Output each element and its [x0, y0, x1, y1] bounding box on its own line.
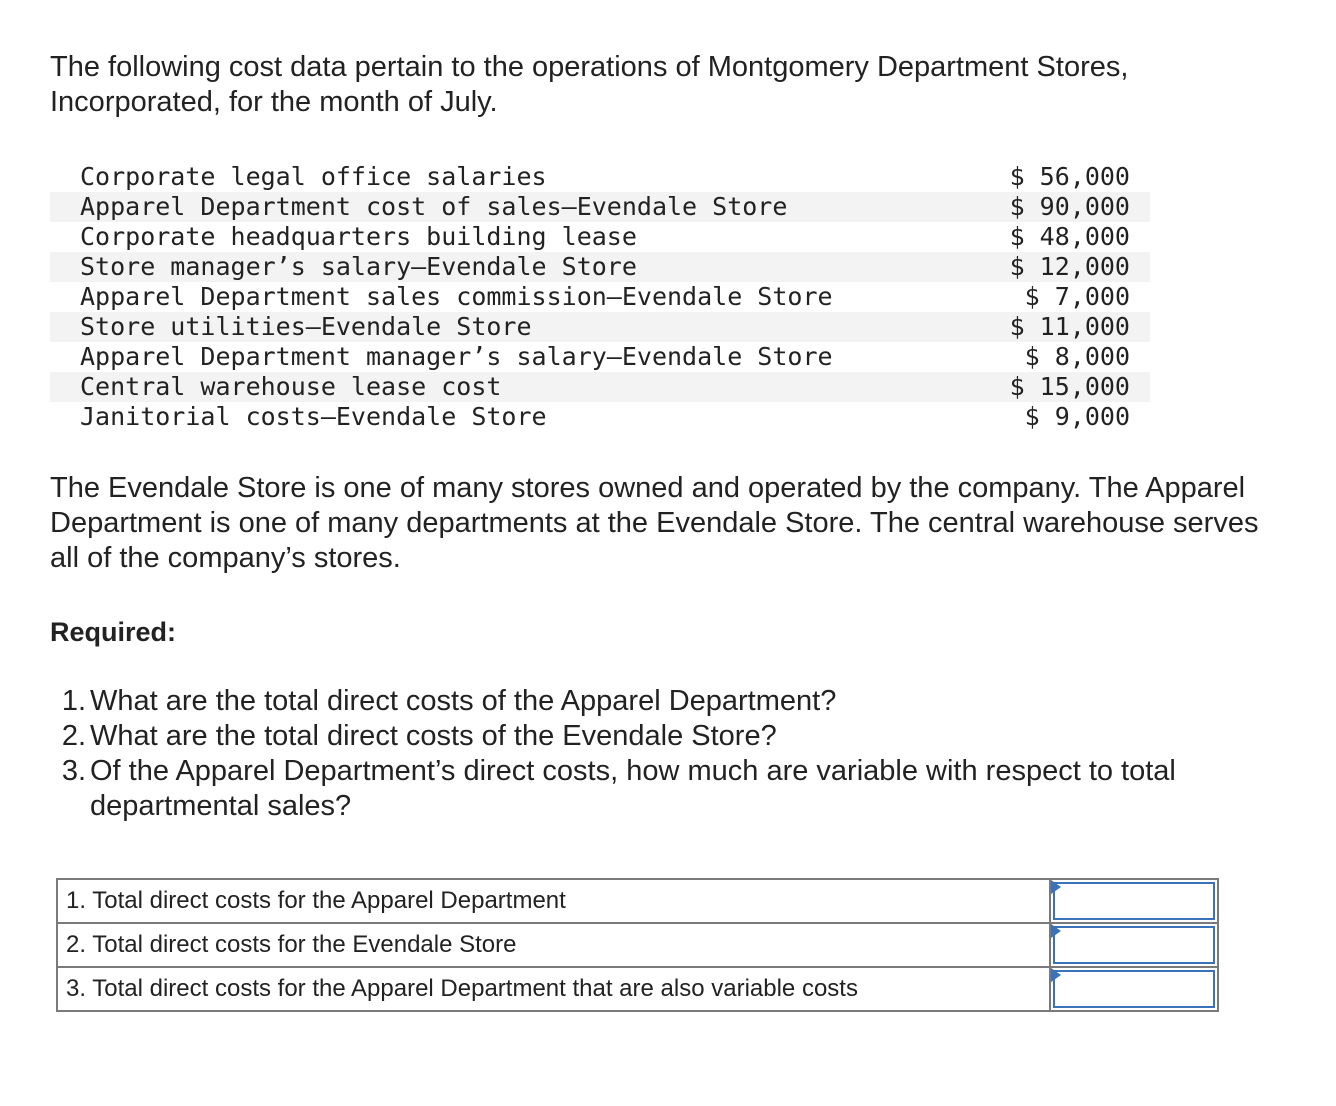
- cost-label: Store utilities–Evendale Store: [80, 312, 532, 341]
- required-heading: Required:: [50, 617, 177, 647]
- cost-label: Janitorial costs–Evendale Store: [80, 402, 547, 431]
- intro-paragraph: The following cost data pertain to the operations of Montgomery Department Stores, Incorporated, for the month of July.: [50, 51, 1129, 118]
- apparel-variable-costs-input[interactable]: [1053, 970, 1215, 1008]
- answer-input-cell: [1050, 923, 1218, 967]
- question-item: [50, 754, 1310, 824]
- answer-input-cell: [1050, 879, 1218, 923]
- cost-row: [50, 312, 1150, 342]
- cost-amount: $ 15,000: [1009, 372, 1130, 401]
- answer-label: 2. Total direct costs for the Evendale Store: [57, 923, 1050, 967]
- answer-row: [57, 967, 1218, 1011]
- answer-row: [57, 923, 1218, 967]
- question-number: 3.: [61, 755, 86, 787]
- input-marker-icon: [1051, 924, 1061, 938]
- question-item: [50, 719, 1310, 754]
- input-marker-icon: [1051, 968, 1061, 982]
- questions-list: [50, 684, 1310, 824]
- cost-amount: $ 7,000: [1024, 282, 1130, 311]
- cost-row: [50, 402, 1150, 432]
- cost-amount: $ 12,000: [1009, 252, 1130, 281]
- evendale-direct-costs-input[interactable]: [1053, 926, 1215, 964]
- question-number: 2.: [61, 720, 86, 752]
- answer-label: 1. Total direct costs for the Apparel Department: [57, 879, 1050, 923]
- cost-amount: $ 9,000: [1024, 402, 1130, 431]
- cost-row: [50, 162, 1150, 192]
- apparel-direct-costs-input[interactable]: [1053, 882, 1215, 920]
- cost-label: Apparel Department cost of sales–Evendale Store: [80, 192, 788, 221]
- question-item: [50, 684, 1310, 719]
- cost-row: [50, 282, 1150, 312]
- input-marker-icon: [1051, 880, 1061, 894]
- question-number: 1.: [61, 685, 86, 717]
- cost-row: [50, 222, 1150, 252]
- cost-data-table: [50, 162, 1150, 432]
- cost-row: [50, 192, 1150, 222]
- cost-label: Apparel Department manager’s salary–Evendale Store: [80, 342, 833, 371]
- cost-label: Store manager’s salary–Evendale Store: [80, 252, 637, 281]
- cost-amount: $ 8,000: [1024, 342, 1130, 371]
- description-paragraph: The Evendale Store is one of many stores owned and operated by the company. The Apparel Department is one of many departments at the Evendale Store. The central warehouse serves all of the company’s stores.: [50, 472, 1259, 574]
- cost-label: Apparel Department sales commission–Evendale Store: [80, 282, 833, 311]
- question-text: What are the total direct costs of the Apparel Department?: [90, 685, 837, 717]
- cost-amount: $ 56,000: [1009, 162, 1130, 191]
- cost-label: Corporate legal office salaries: [80, 162, 547, 191]
- answer-row: [57, 879, 1218, 923]
- cost-amount: $ 11,000: [1009, 312, 1130, 341]
- question-text: What are the total direct costs of the Evendale Store?: [90, 720, 777, 752]
- answer-input-cell: [1050, 967, 1218, 1011]
- answer-label: 3. Total direct costs for the Apparel Department that are also variable costs: [57, 967, 1050, 1011]
- cost-amount: $ 90,000: [1009, 192, 1130, 221]
- cost-amount: $ 48,000: [1009, 222, 1130, 251]
- answer-table: [56, 878, 1219, 1012]
- cost-row: [50, 372, 1150, 402]
- cost-row: [50, 342, 1150, 372]
- cost-label: Corporate headquarters building lease: [80, 222, 637, 251]
- question-text: Of the Apparel Department’s direct costs, how much are variable with respect to total departmental sales?: [90, 755, 1176, 822]
- cost-label: Central warehouse lease cost: [80, 372, 502, 401]
- cost-row: [50, 252, 1150, 282]
